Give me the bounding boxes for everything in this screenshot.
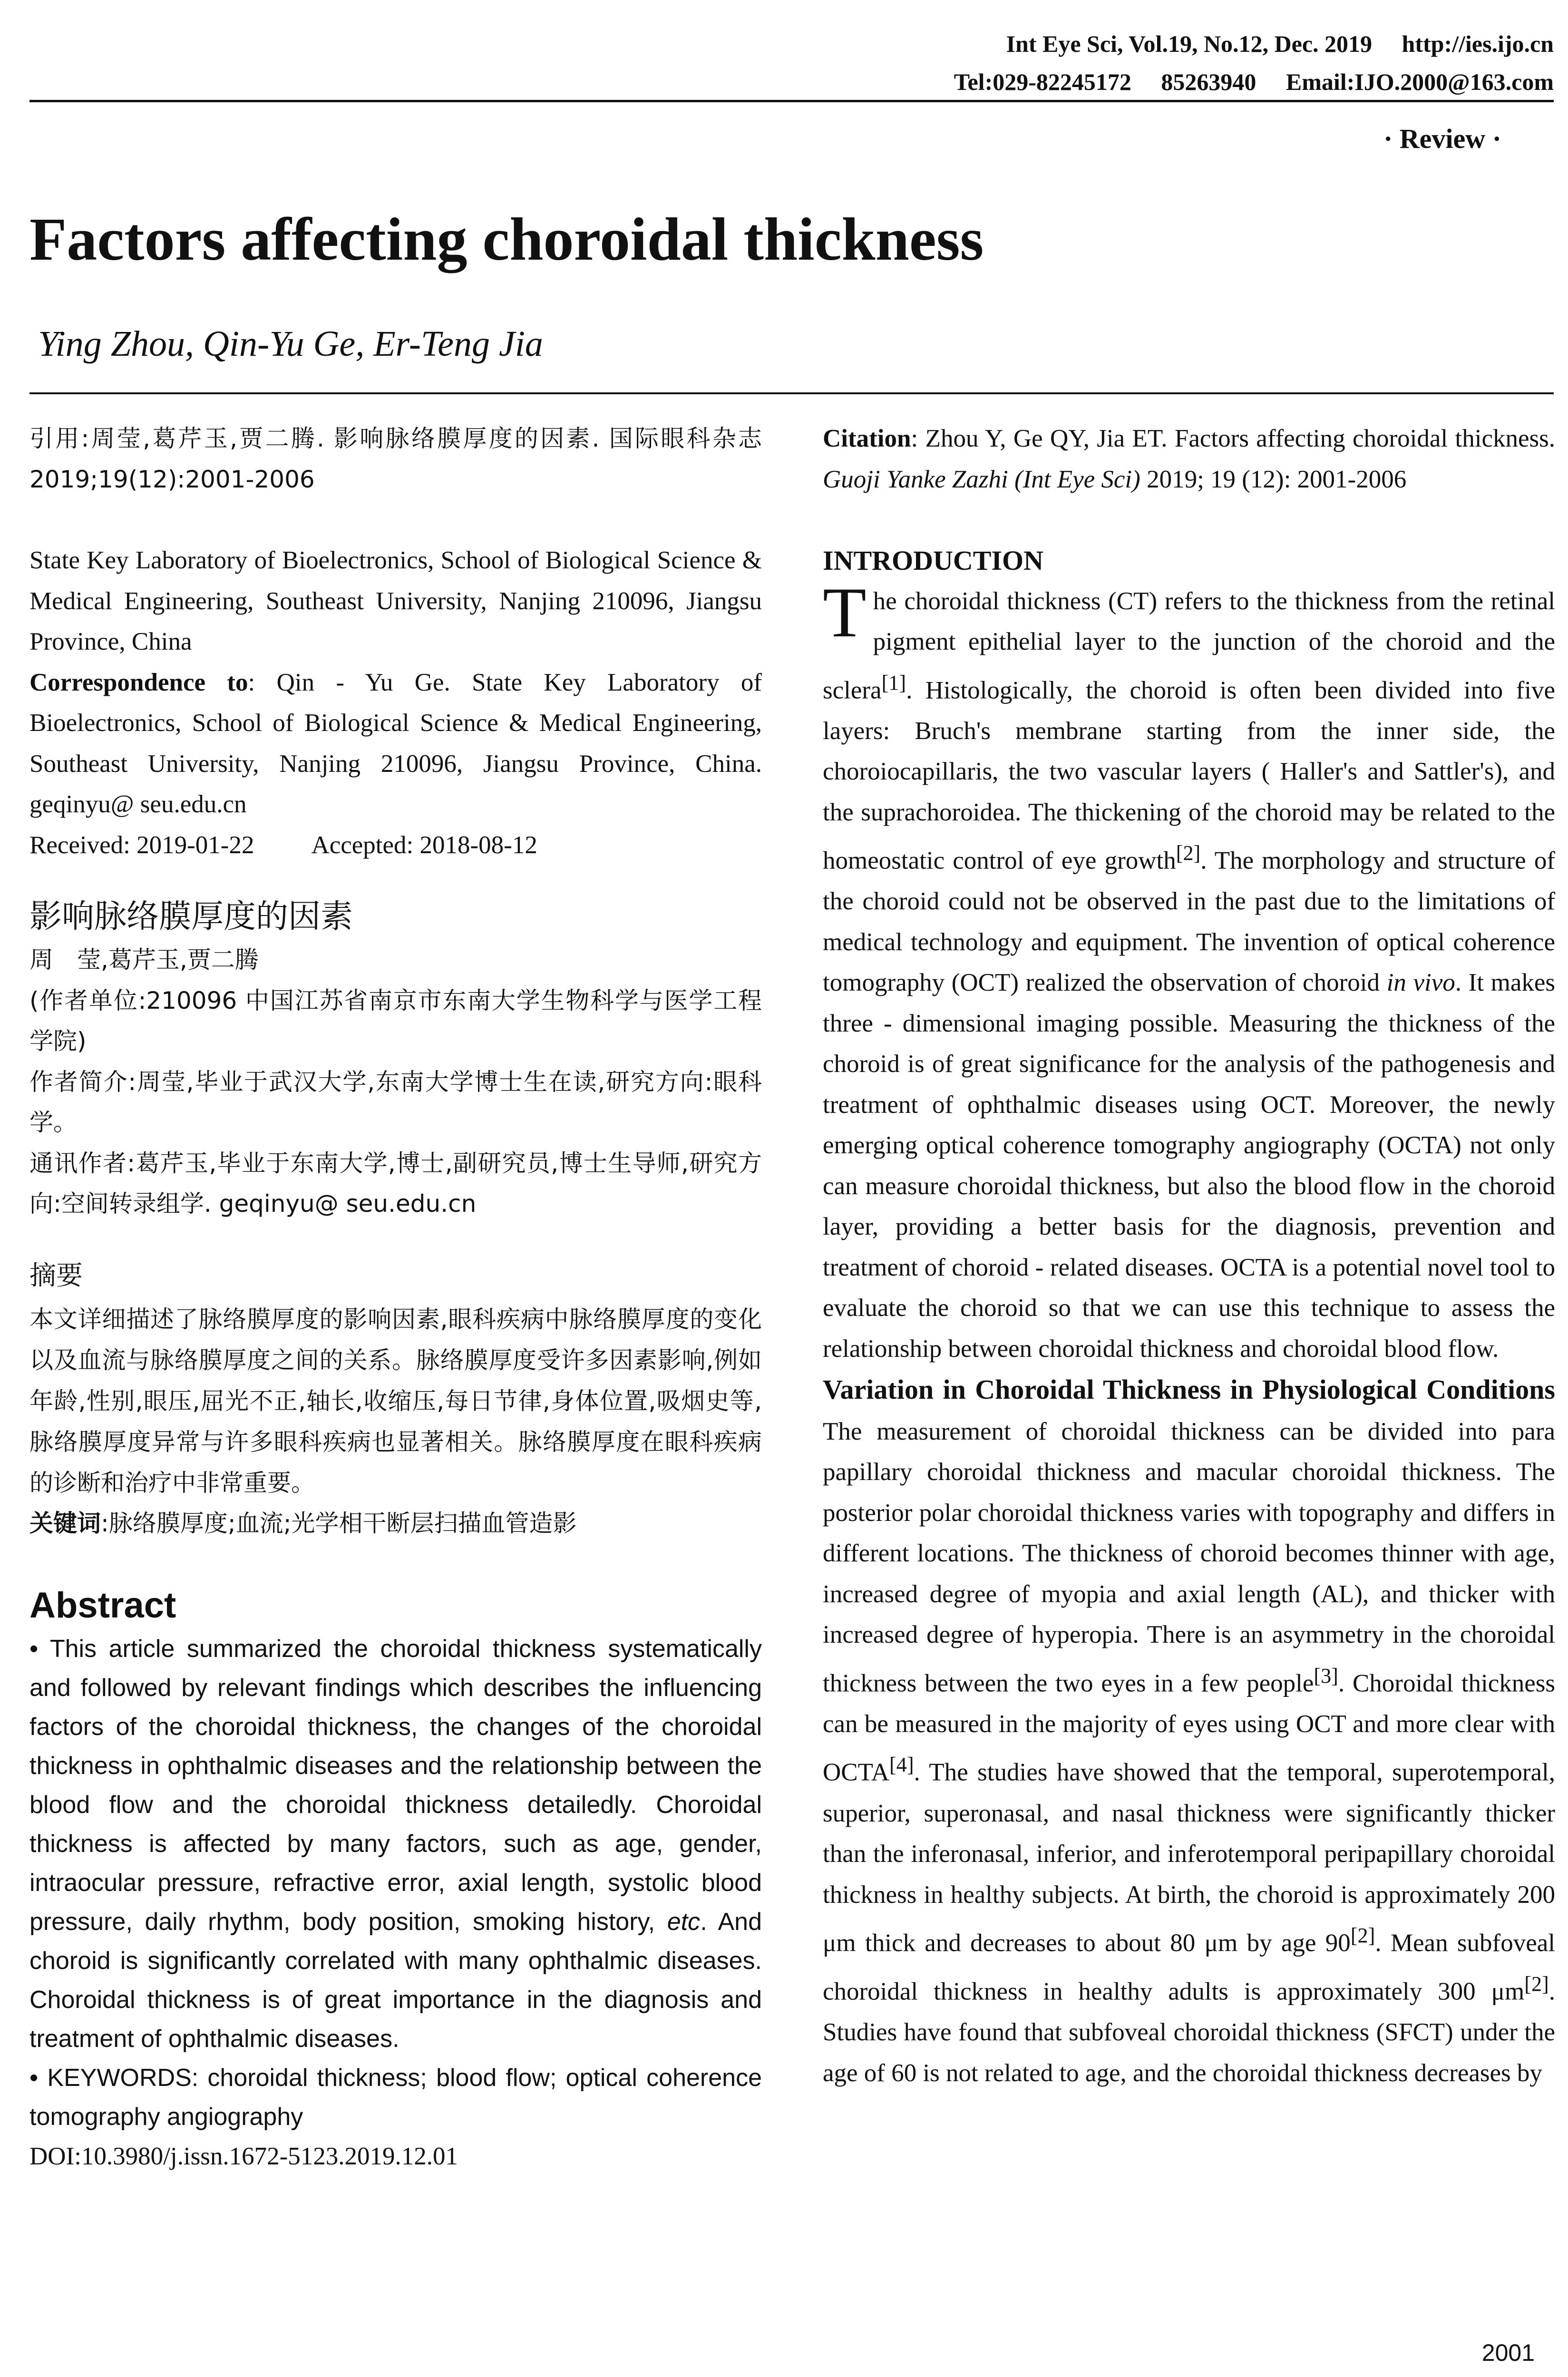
citation-label: Citation (823, 425, 911, 452)
citation-text-part-1: : Zhou Y, Ge QY, Jia ET. Factors affecting choroidal thickness. (911, 425, 1555, 452)
left-column (29, 419, 762, 2177)
abstract-etc: etc (667, 1908, 701, 1936)
var-part-3: . The studies have showed that the temporal, superotemporal, superior, superonasal, and nasal thickness were significantly thicker than the inferonasal, inferior, and inferotemporal peripapillary choroidal thickness in healthy subjects. At birth, the choroid is approximately 200 μm thick and decreases to about 80 μm by age 90 (823, 1759, 1555, 1957)
cn-correspondence: 通讯作者:葛芹玉,毕业于东南大学,博士,副研究员,博士生导师,研究方向:空间转录组学. geqinyu@ seu.edu.cn (29, 1149, 762, 1218)
article-title: Factors affecting choroidal thickness (29, 205, 984, 273)
var-part-4: . Mean subfoveal choroidal thickness in healthy adults is approximately 300 μm (823, 1929, 1555, 2006)
abstract-text (29, 1629, 762, 2058)
cn-keywords-text: :脉络膜厚度;血流;光学相干断层扫描血管造影 (101, 1509, 577, 1537)
abstract-heading: Abstract (29, 1585, 176, 1626)
ref-4: [4] (889, 1753, 914, 1777)
introduction-text (823, 573, 1556, 1370)
dates (29, 825, 762, 866)
correspondence-label: Correspondence to (29, 668, 248, 696)
cn-citation: 引用:周莹,葛芹玉,贾二腾. 影响脉络膜厚度的因素. 国际眼科杂志 2019;19(12):2001-2006 (29, 425, 762, 493)
citation (823, 419, 1555, 500)
drop-cap: T (823, 573, 867, 652)
cn-authors: 周 莹,葛芹玉,贾二腾 (29, 946, 259, 974)
right-column (823, 419, 1555, 2094)
section-label: · Review · (1383, 123, 1501, 154)
header-line-1: Int Eye Sci, Vol.19, No.12, Dec. 2019 http://ies.ijo.cn (1006, 30, 1554, 57)
variation-paragraph (823, 1369, 1555, 2094)
abstract-text-part-1: • This article summarized the choroidal thickness systematically and followed by relevant findings which describes the influencing factors of the choroidal thickness, the changes of the choroidal thickness in ophthalmic diseases and the relationship between the blood flow and the choroidal thickness detailedly. Choroidal thickness is affected by many factors, such as age, gender, intraocular pressure, refractive error, axial length, systolic blood pressure, daily rhythm, body position, smoking history, (29, 1635, 762, 1936)
intro-part-3: . The morphology and structure of the choroid could not be observed in the past due to the limitations of medical technology and equipment. The invention of optical coherence tomography (OCT) realized the observation of choroid (823, 847, 1555, 997)
correspondence (29, 662, 762, 825)
cn-affiliation: (作者单位:210096 中国江苏省南京市东南大学生物科学与医学工程学院) (29, 986, 762, 1055)
var-part-5: . Studies have found that subfoveal choroidal thickness (SFCT) under the age of 60 is not related to age, and the choroidal thickness decreases by (823, 1978, 1555, 2087)
accepted-date: Accepted: 2018-08-12 (311, 831, 537, 859)
ref-2: [2] (1176, 841, 1201, 865)
variation-heading: Variation in Choroidal Thickness in Physiological Conditions (823, 1374, 1555, 1405)
intro-part-4: . It makes three - dimensional imaging possible. Measuring the thickness of the choroid is of great significance for the analysis of the pathogenesis and treatment of ophthalmic diseases using OCT. Moreover, the newly emerging optical coherence tomography angiography (OCTA) not only can measure choroidal thickness, but also the blood flow in the choroid layer, providing a better basis for the diagnosis, prevention and treatment of choroid - related diseases. OCTA is a potential novel tool to evaluate the choroid so that we can use this technique to assess the relationship between choroidal thickness and choroidal blood flow. (823, 969, 1556, 1363)
citation-journal: Guoji Yanke Zazhi (Int Eye Sci) (823, 465, 1140, 493)
cn-keywords (29, 1503, 762, 1544)
ref-1: [1] (881, 671, 906, 694)
running-header (954, 25, 1554, 101)
correspondence-text: : Qin - Yu Ge. State Key Laboratory of Bioelectronics, School of Biological Science & Medical Engineering, Southeast University, Nanjing 210096, Jiangsu Province, China. geqinyu@ seu.edu.cn (29, 668, 762, 818)
ref-6: [2] (1524, 1972, 1549, 1996)
header-rule (29, 100, 1554, 102)
intro-part-1: he choroidal thickness (CT) refers to the thickness from the retinal pigment epithelial layer to the junction of the choroid and the sclera (823, 587, 1555, 704)
affiliation: State Key Laboratory of Bioelectronics, School of Biological Science & Medical Engineering, Southeast University, Nanjing 210096, Jiangsu Province, China (29, 546, 762, 655)
citation-text-part-2: 2019; 19 (12): 2001-2006 (1140, 465, 1407, 493)
title-rule (29, 392, 1554, 394)
keywords: • KEYWORDS: choroidal thickness; blood flow; optical coherence tomography angiography (29, 2064, 762, 2131)
received-date: Received: 2019-01-22 (29, 831, 254, 859)
doi: DOI:10.3980/j.issn.1672-5123.2019.12.01 (29, 2143, 458, 2170)
introduction-heading: INTRODUCTION (823, 545, 1044, 576)
cn-title: 影响脉络膜厚度的因素 (29, 898, 353, 935)
ref-5: [2] (1350, 1924, 1375, 1948)
cn-abstract-heading: 摘要 (29, 1260, 83, 1291)
cn-keywords-label: 关键词 (29, 1509, 101, 1537)
var-part-1: The measurement of choroidal thickness can be divided into para papillary choroidal thickness and macular choroidal thickness. The posterior polar choroidal thickness varies with topography and differs in different locations. The thickness of choroid becomes thinner with age, increased degree of myopia and axial length (AL), and thicker with increased degree of hyperopia. There is an asymmetry in the choroidal thickness between the two eyes in a few people (823, 1417, 1555, 1697)
cn-abstract: 本文详细描述了脉络膜厚度的影响因素,眼科疾病中脉络膜厚度的变化以及血流与脉络膜厚度之间的关系。脉络膜厚度受许多因素影响,例如年龄,性别,眼压,屈光不正,轴长,收缩压,每日节律,身体位置,吸烟史等,脉络膜厚度异常与许多眼科疾病也显著相关。脉络膜厚度在眼科疾病的诊断和治疗中非常重要。 (29, 1305, 762, 1497)
header-line-2: Tel:029-82245172 85263940 Email:IJO.2000@163.com (954, 68, 1554, 95)
ref-3: [3] (1314, 1664, 1338, 1687)
page-number: 2001 (1481, 2339, 1535, 2366)
var-part-2: . Choroidal thickness can be measured in the majority of eyes using OCT and more clear with OCTA (823, 1669, 1555, 1787)
intro-part-2: . Histologically, the choroid is often been divided into five layers: Bruch's membrane starting from the inner side, the choroiocapillaris, the two vascular layers ( Haller's and Sattler's), and the suprachoroidea. The thickening of the choroid may be related to the homeostatic control of eye growth (823, 676, 1555, 875)
cn-author-bio: 作者简介:周莹,毕业于武汉大学,东南大学博士生在读,研究方向:眼科学。 (29, 1068, 762, 1136)
in-vivo: in vivo (1386, 969, 1455, 997)
abstract-text-part-2: . And choroid is significantly correlated with many ophthalmic diseases. Choroidal thickness is of great importance in the diagnosis and treatment of ophthalmic diseases. (29, 1908, 762, 2053)
authors: Ying Zhou, Qin-Yu Ge, Er-Teng Jia (38, 324, 543, 364)
